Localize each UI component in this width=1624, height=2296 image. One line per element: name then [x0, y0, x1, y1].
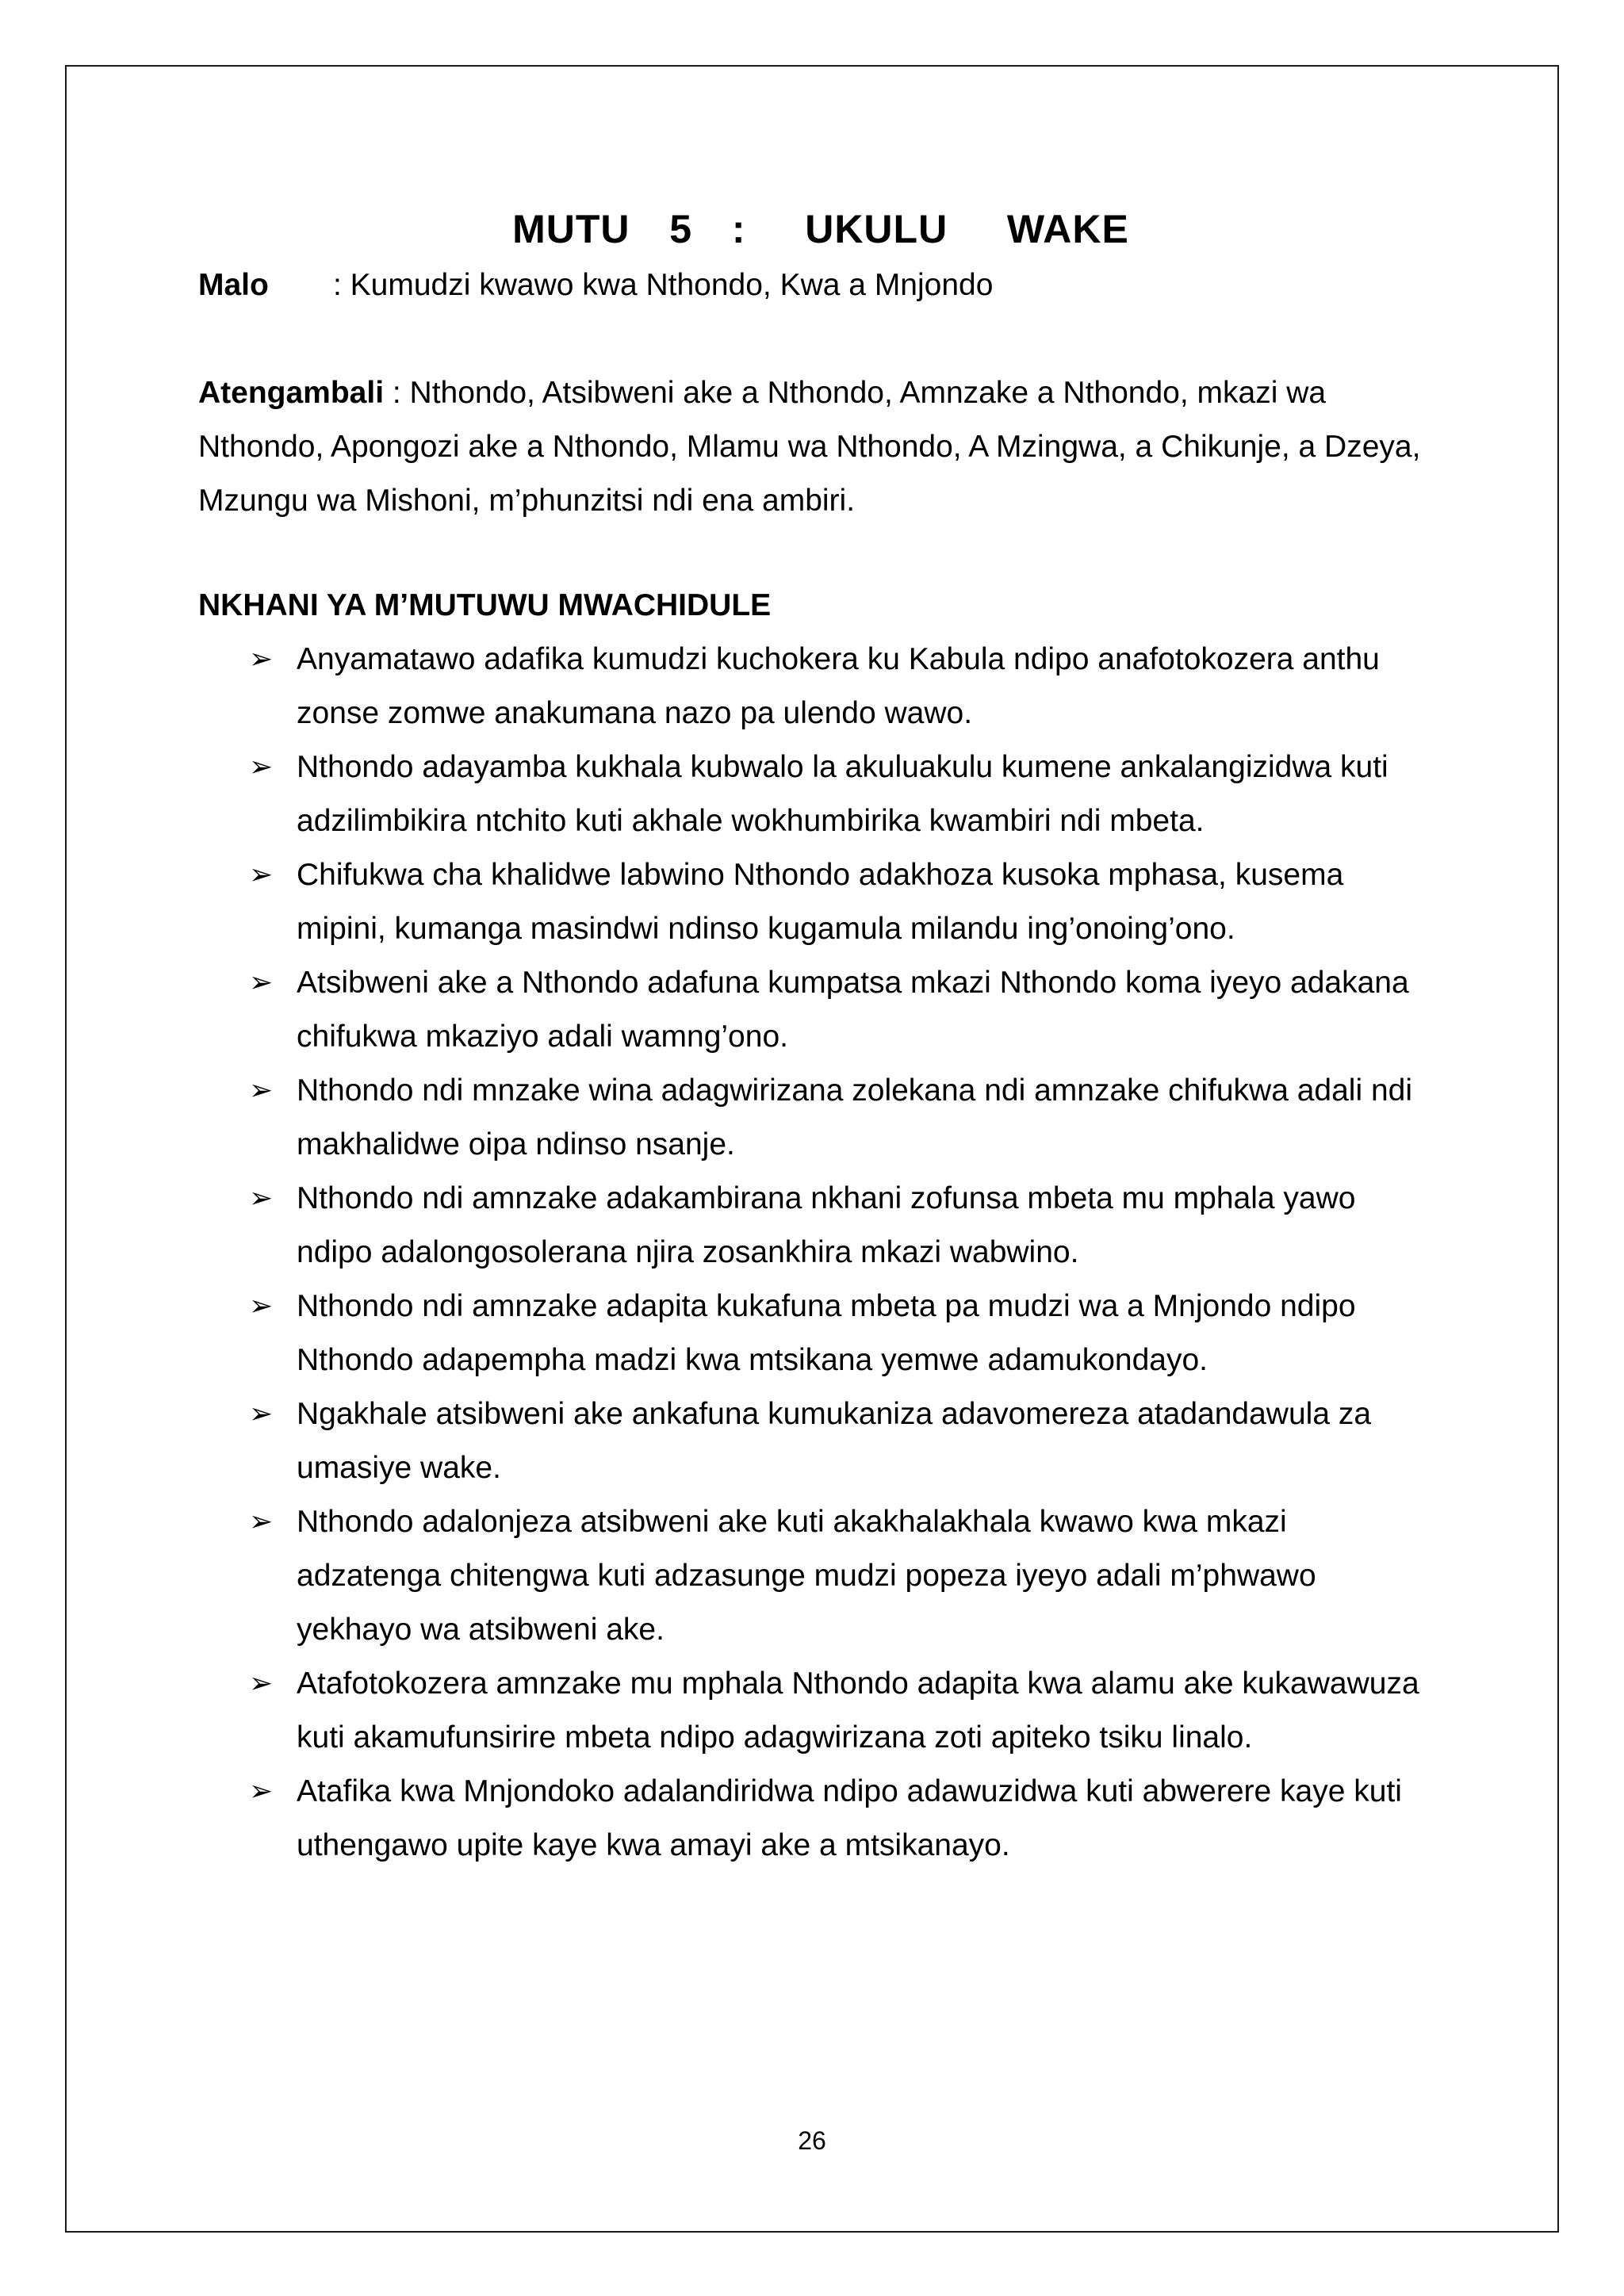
bullet-text: Atafika kwa Mnjondoko adalandiridwa ndipo adawuzidwa kuti abwerere kaye kuti uthengawo upite kaye kwa amayi ake a mtsikanayo. — [297, 1774, 1402, 1862]
summary-bullet-item — [198, 956, 1435, 1064]
arrow-bullet-icon: ➢ — [249, 1775, 274, 1808]
summary-bullet-item — [198, 1064, 1435, 1172]
summary-bullet-item — [198, 1765, 1435, 1873]
summary-bullet-item — [198, 1495, 1435, 1657]
arrow-bullet-icon: ➢ — [249, 966, 274, 999]
summary-bullet-item — [198, 633, 1435, 740]
page-number: 26 — [798, 2126, 826, 2155]
arrow-bullet-icon: ➢ — [249, 1074, 274, 1107]
bullet-text: Nthondo ndi amnzake adapita kukafuna mbeta pa mudzi wa a Mnjondo ndipo Nthondo adapempha madzi kwa mtsikana yemwe adamukondayo. — [297, 1289, 1356, 1377]
summary-heading: NKHANI YA M’MUTUWU MWACHIDULE — [198, 588, 772, 622]
characters-paragraph — [198, 366, 1435, 528]
summary-bullet-item — [198, 848, 1435, 956]
arrow-bullet-icon: ➢ — [249, 1182, 274, 1215]
bullet-text: Nthondo ndi mnzake wina adagwirizana zolekana ndi amnzake chifukwa adali ndi makhalidwe oipa ndinso nsanje. — [297, 1073, 1413, 1161]
bullet-text: Atsibweni ake a Nthondo adafuna kumpatsa mkazi Nthondo koma iyeyo adakana chifukwa mkaziyo adali wamng’ono. — [297, 966, 1409, 1054]
arrow-bullet-icon: ➢ — [249, 1667, 274, 1700]
arrow-bullet-icon: ➢ — [249, 643, 274, 675]
setting-line — [198, 258, 1435, 312]
bullet-text: Ngakhale atsibweni ake ankafuna kumukaniza adavomereza atadandawula za umasiye wake. — [297, 1397, 1372, 1485]
characters-text: : Nthondo, Atsibweni ake a Nthondo, Amnzake a Nthondo, mkazi wa Nthondo, Apongozi ake a Nthondo, Mlamu wa Nthondo, A Mzingwa, a Chikunje, a Dzeya, Mzungu wa Mishoni, m’phunzitsi ndi ena ambiri. — [198, 376, 1421, 518]
arrow-bullet-icon: ➢ — [249, 1506, 274, 1538]
summary-bullet-item — [198, 1172, 1435, 1280]
summary-bullet-item — [198, 1280, 1435, 1387]
summary-bullet-item — [198, 1387, 1435, 1495]
arrow-bullet-icon: ➢ — [249, 859, 274, 891]
chapter-title: MUTU 5 : UKULU WAKE — [512, 207, 1129, 251]
setting-label: Malo — [198, 268, 269, 302]
characters-label: Atengambali — [198, 376, 385, 410]
page-content — [198, 201, 1435, 1873]
bullet-text: Nthondo adalonjeza atsibweni ake kuti akakhalakhala kwawo kwa mkazi adzatenga chitengwa kuti adzasunge mudzi popeza iyeyo adali m’phwawo yekhayo wa atsibweni ake. — [297, 1505, 1316, 1647]
bullet-text: Nthondo ndi amnzake adakambirana nkhani zofunsa mbeta mu mphala yawo ndipo adalongosolerana njira zosankhira mkazi wabwino. — [297, 1181, 1356, 1269]
summary-bullet-item — [198, 740, 1435, 848]
bullet-text: Anyamatawo adafika kumudzi kuchokera ku Kabula ndipo anafotokozera anthu zonse zomwe anakumana nazo pa ulendo wawo. — [297, 642, 1380, 730]
summary-bullet-list — [198, 633, 1435, 1873]
bullet-text: Nthondo adayamba kukhala kubwalo la akuluakulu kumene ankalangizidwa kuti adzilimbikira ntchito kuti akhale wokhumbirika kwambiri ndi mbeta. — [297, 750, 1388, 838]
bullet-text: Atafotokozera amnzake mu mphala Nthondo adapita kwa alamu ake kukawawuza kuti akamufunsirire mbeta ndipo adagwirizana zoti apiteko tsiku linalo. — [297, 1667, 1419, 1755]
setting-text: : Kumudzi kwawo kwa Nthondo, Kwa a Mnjondo — [333, 268, 994, 302]
summary-bullet-item — [198, 1657, 1435, 1765]
bullet-text: Chifukwa cha khalidwe labwino Nthondo adakhoza kusoka mphasa, kusema mipini, kumanga masindwi ndinso kugamula milandu ing’onoing’ono. — [297, 858, 1344, 946]
arrow-bullet-icon: ➢ — [249, 1398, 274, 1430]
arrow-bullet-icon: ➢ — [249, 1290, 274, 1322]
arrow-bullet-icon: ➢ — [249, 751, 274, 783]
